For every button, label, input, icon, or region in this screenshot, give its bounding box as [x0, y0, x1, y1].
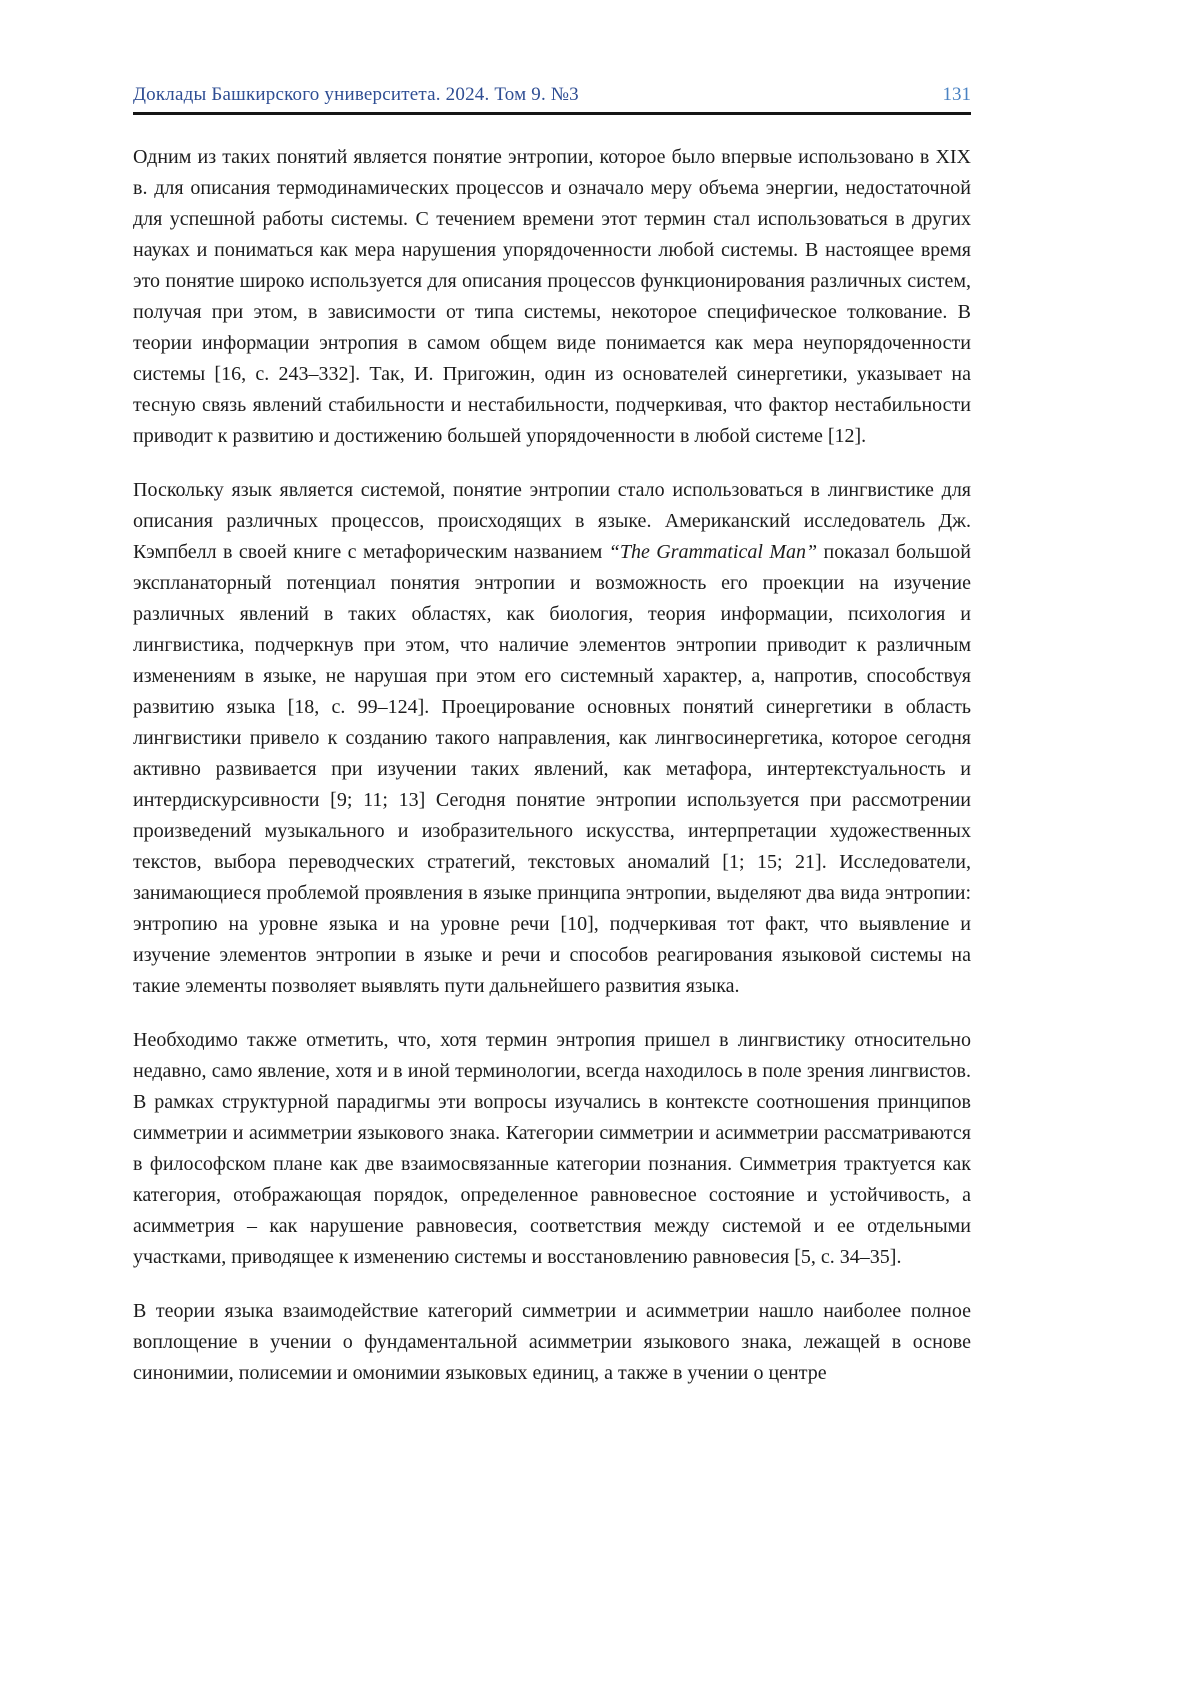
paragraph [133, 475, 971, 1002]
text-segment-italic: “The Grammatical Man” [608, 541, 818, 563]
paragraph [133, 1296, 971, 1389]
text-segment: показал большой экспланаторный потенциал понятия энтропии и возможность его проекции на изучение различных явлений в таких областях, как биология, теория информации, психология и лингвистика, подчеркнув при этом, что наличие элементов энтропии приводит к различным изменениям в языке, не нарушая при этом его системный характер, а, напротив, способствуя развитию языка [18, с. 99–124]. Проецирование основных понятий синергетики в область лингвистики привело к созданию такого направления, как лингвосинергетика, которое сегодня активно развивается при изучении таких явлений, как метафора, интертекстуальность и интердискурсивности [9; 11; 13] Сегодня понятие энтропии используется при рассмотрении произведений музыкального и изобразительного искусства, интерпретации художественных текстов, выбора переводческих стратегий, текстовых аномалий [1; 15; 21]. Исследователи, занимающиеся проблемой проявления в языке принципа энтропии, выделяют два вида энтропии: энтропию на уровне языка и на уровне речи [10], подчеркивая тот факт, что выявление и изучение элементов энтропии в языке и речи и способов реагирования языковой системы на такие элементы позволяет выявлять пути дальнейшего развития языка. [133, 541, 972, 997]
text-segment: В теории языка взаимодействие категорий симметрии и асимметрии нашло наиболее полное воплощение в учении о фундаментальной асимметрии языкового знака, лежащей в основе синонимии, полисемии и омонимии языковых единиц, а также в учении о центре [133, 1300, 971, 1384]
journal-title: Доклады Башкирского университета. 2024. Том 9. №3 [133, 84, 579, 105]
paragraph [133, 142, 971, 452]
document-page [133, 0, 971, 1389]
text-segment: Одним из таких понятий является понятие энтропии, которое было впервые использовано в XIX в. для описания термодинамических процессов и означало меру объема энергии, недостаточной для успешной работы системы. С течением времени этот термин стал использоваться в других науках и пониматься как мера нарушения упорядоченности любой системы. В настоящее время это понятие широко используется для описания процессов функционирования различных систем, получая при этом, в зависимости от типа системы, некоторое специфическое толкование. В теории информации энтропия в самом общем виде понимается как мера неупорядоченности системы [16, с. 243–332]. Так, И. Пригожин, один из основателей синергетики, указывает на тесную связь явлений стабильности и нестабильности, подчеркивая, что фактор нестабильности приводит к развитию и достижению большей упорядоченности в любой системе [12]. [133, 146, 971, 447]
text-segment: Необходимо также отметить, что, хотя термин энтропия пришел в лингвистику относительно недавно, само явление, хотя и в иной терминологии, всегда находилось в поле зрения лингвистов. В рамках структурной парадигмы эти вопросы изучались в контексте соотношения принципов симметрии и асимметрии языкового знака. Категории симметрии и асимметрии рассматриваются в философском плане как две взаимосвязанные категории познания. Симметрия трактуется как категория, отображающая порядок, определенное равновесное состояние и устойчивость, а асимметрия – как нарушение равновесия, соответствия между системой и ее отдельными участками, приводящее к изменению системы и восстановлению равновесия [5, с. 34–35]. [133, 1029, 971, 1268]
header-rule [133, 112, 971, 115]
article-body [133, 142, 971, 1389]
text-segment: Поскольку язык является системой, понятие энтропии стало использоваться в лингвистике для описания различных процессов, происходящих в языке. Американский исследователь Дж. Кэмпбелл в своей книге с метафорическим названием [133, 479, 971, 563]
page-header [133, 0, 971, 106]
paragraph [133, 1025, 971, 1273]
page-number: 131 [942, 84, 971, 105]
